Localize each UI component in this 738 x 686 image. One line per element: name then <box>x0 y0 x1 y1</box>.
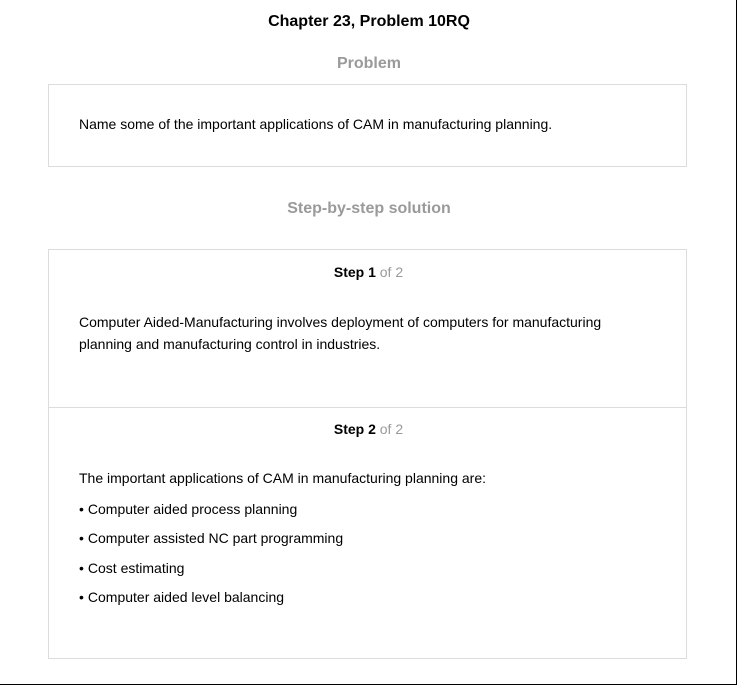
solution-steps <box>48 249 687 659</box>
problem-heading: Problem <box>336 55 401 72</box>
step-1 <box>49 250 686 408</box>
step-1-label <box>49 262 688 282</box>
step-2 <box>49 407 686 658</box>
page-title: Chapter 23, Problem 10RQ <box>268 13 470 30</box>
solution-heading: Step-by-step solution <box>287 200 451 217</box>
step-2-total: of 2 <box>379 421 404 437</box>
list-item: • Computer aided level balancing <box>79 589 285 605</box>
step-2-bullet-list <box>79 499 639 608</box>
problem-text: Name some of the important applications of CAM in manufacturing planning. <box>79 116 553 132</box>
list-item: • Computer aided process planning <box>79 500 298 517</box>
step-1-total: of 2 <box>379 264 404 280</box>
bullet-icon: • <box>79 500 84 517</box>
step-2-label <box>49 419 688 439</box>
bullet-icon: • <box>79 530 84 546</box>
step-2-intro: The important applications of CAM in manufacturing planning are: <box>79 470 486 486</box>
step-2-body <box>79 467 639 607</box>
step-1-number: Step 1 <box>333 264 376 280</box>
list-item: • Computer assisted NC part programming <box>79 530 344 546</box>
list-item: • Cost estimating <box>79 559 185 576</box>
problem-box <box>48 84 687 167</box>
bullet-icon: • <box>79 589 84 605</box>
step-2-number: Step 2 <box>333 421 376 437</box>
step-1-text: Computer Aided-Manufacturing involves deployment of computers for manufacturing planning and manufacturing control in industries. <box>79 314 602 352</box>
bullet-icon: • <box>79 559 84 576</box>
